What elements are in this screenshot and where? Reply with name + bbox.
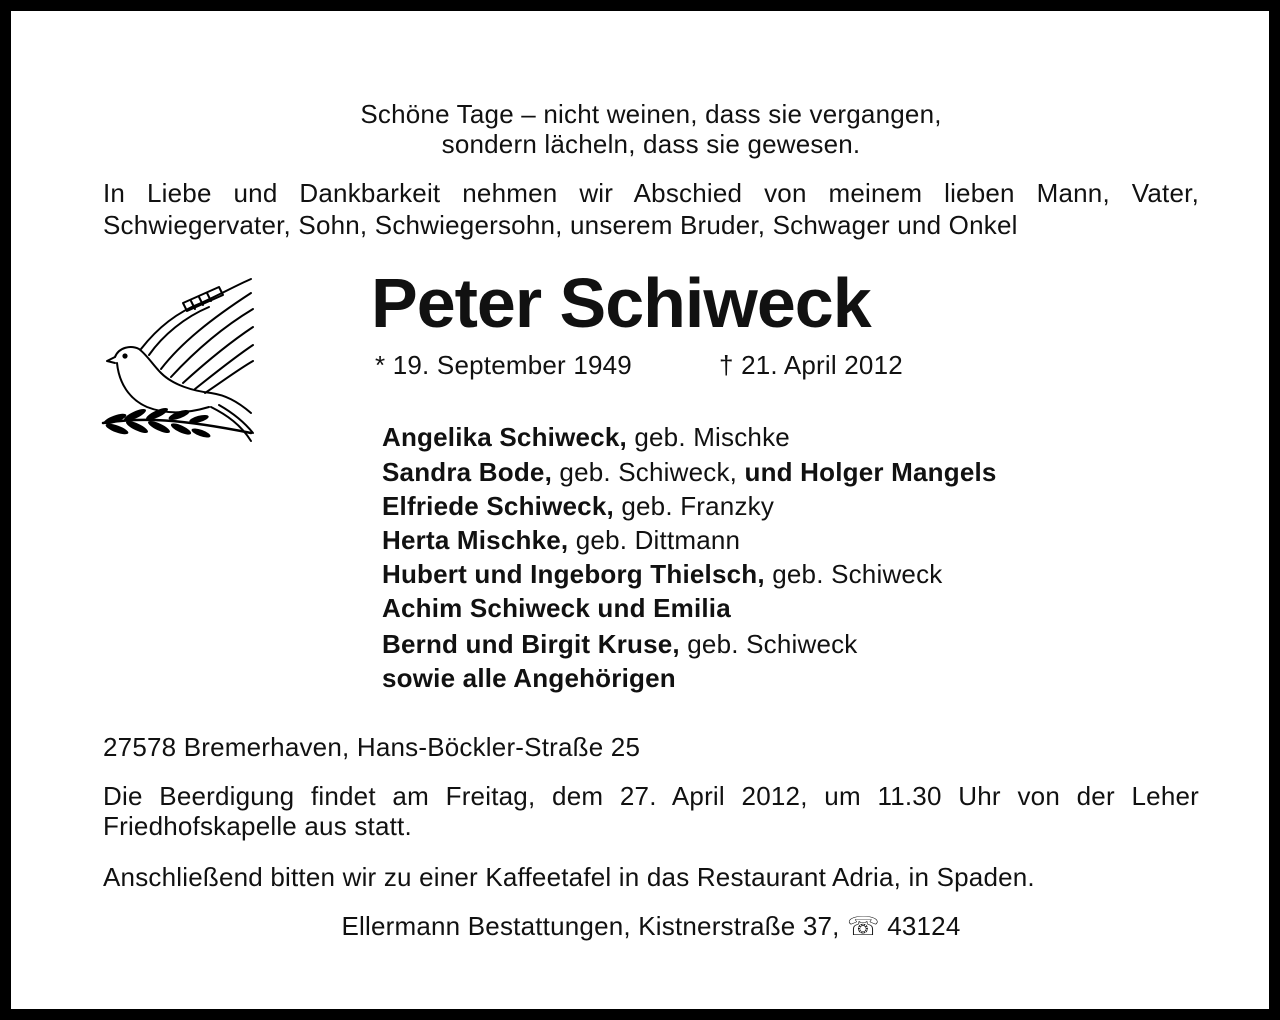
death-date: † 21. April 2012 xyxy=(719,350,903,380)
mourner-detail: geb. Mischke xyxy=(626,422,790,452)
mourner-detail: geb. Dittmann xyxy=(568,525,741,555)
intro-line-2: Schwiegervater, Sohn, Schwiegersohn, unserem Bruder, Schwager und Onkel xyxy=(103,210,1018,240)
phone-icon: ☏ xyxy=(847,911,880,941)
mourner-detail: geb. Schiweck xyxy=(679,629,858,659)
mourner-name: Bernd und Birgit Kruse, xyxy=(382,629,680,659)
mourner-name: sowie alle Angehörigen xyxy=(382,663,676,693)
undertaker-info xyxy=(11,911,1280,941)
mourner-name: Sandra Bode, xyxy=(382,457,552,487)
undertaker-phone: 43124 xyxy=(879,911,961,941)
mourner-line xyxy=(382,457,997,487)
mourner-line xyxy=(382,491,774,521)
mourner-line xyxy=(382,593,731,623)
reception-info: Anschließend bitten wir zu einer Kaffeetafel in das Restaurant Adria, in Spaden. xyxy=(103,862,1035,892)
intro-paragraph xyxy=(103,178,1199,242)
mourner-name: Angelika Schiweck, xyxy=(382,422,627,452)
mourner-line xyxy=(382,422,790,452)
mourner-line xyxy=(382,559,942,589)
mourner-detail: geb. Schiweck, xyxy=(552,457,738,487)
undertaker-text: Ellermann Bestattungen, Kistnerstraße 37, xyxy=(341,911,848,941)
intro-line-1: In Liebe und Dankbarkeit nehmen wir Abschied von meinem lieben Mann, Vater, xyxy=(103,178,1199,208)
motto-line-1: Schöne Tage – nicht weinen, dass sie vergangen, xyxy=(360,99,942,129)
funeral-line-2: Friedhofskapelle aus statt. xyxy=(103,811,412,841)
motto-line-2: sondern lächeln, dass sie gewesen. xyxy=(441,129,861,159)
mourner-line xyxy=(382,525,740,555)
mourner-partner: und Holger Mangels xyxy=(737,457,997,487)
mourner-line xyxy=(382,663,676,693)
mourner-name: Elfriede Schiweck, xyxy=(382,491,614,521)
mourner-name: Hubert und Ingeborg Thielsch, xyxy=(382,559,765,589)
funeral-line-1: Die Beerdigung findet am Freitag, dem 27. April 2012, um 11.30 Uhr von der Leher xyxy=(103,781,1199,811)
dove-with-olive-branch-icon xyxy=(101,273,257,451)
mourner-name: Herta Mischke, xyxy=(382,525,569,555)
mourner-name: Achim Schiweck und Emilia xyxy=(382,593,731,623)
funeral-info xyxy=(103,781,1199,841)
mourner-detail: geb. Schiweck xyxy=(764,559,943,589)
mourner-line xyxy=(382,629,858,659)
deceased-name: Peter Schiweck xyxy=(371,264,871,342)
family-address: 27578 Bremerhaven, Hans-Böckler-Straße 25 xyxy=(103,732,641,762)
birth-date: * 19. September 1949 xyxy=(375,350,632,380)
mourner-detail: geb. Franzky xyxy=(613,491,775,521)
